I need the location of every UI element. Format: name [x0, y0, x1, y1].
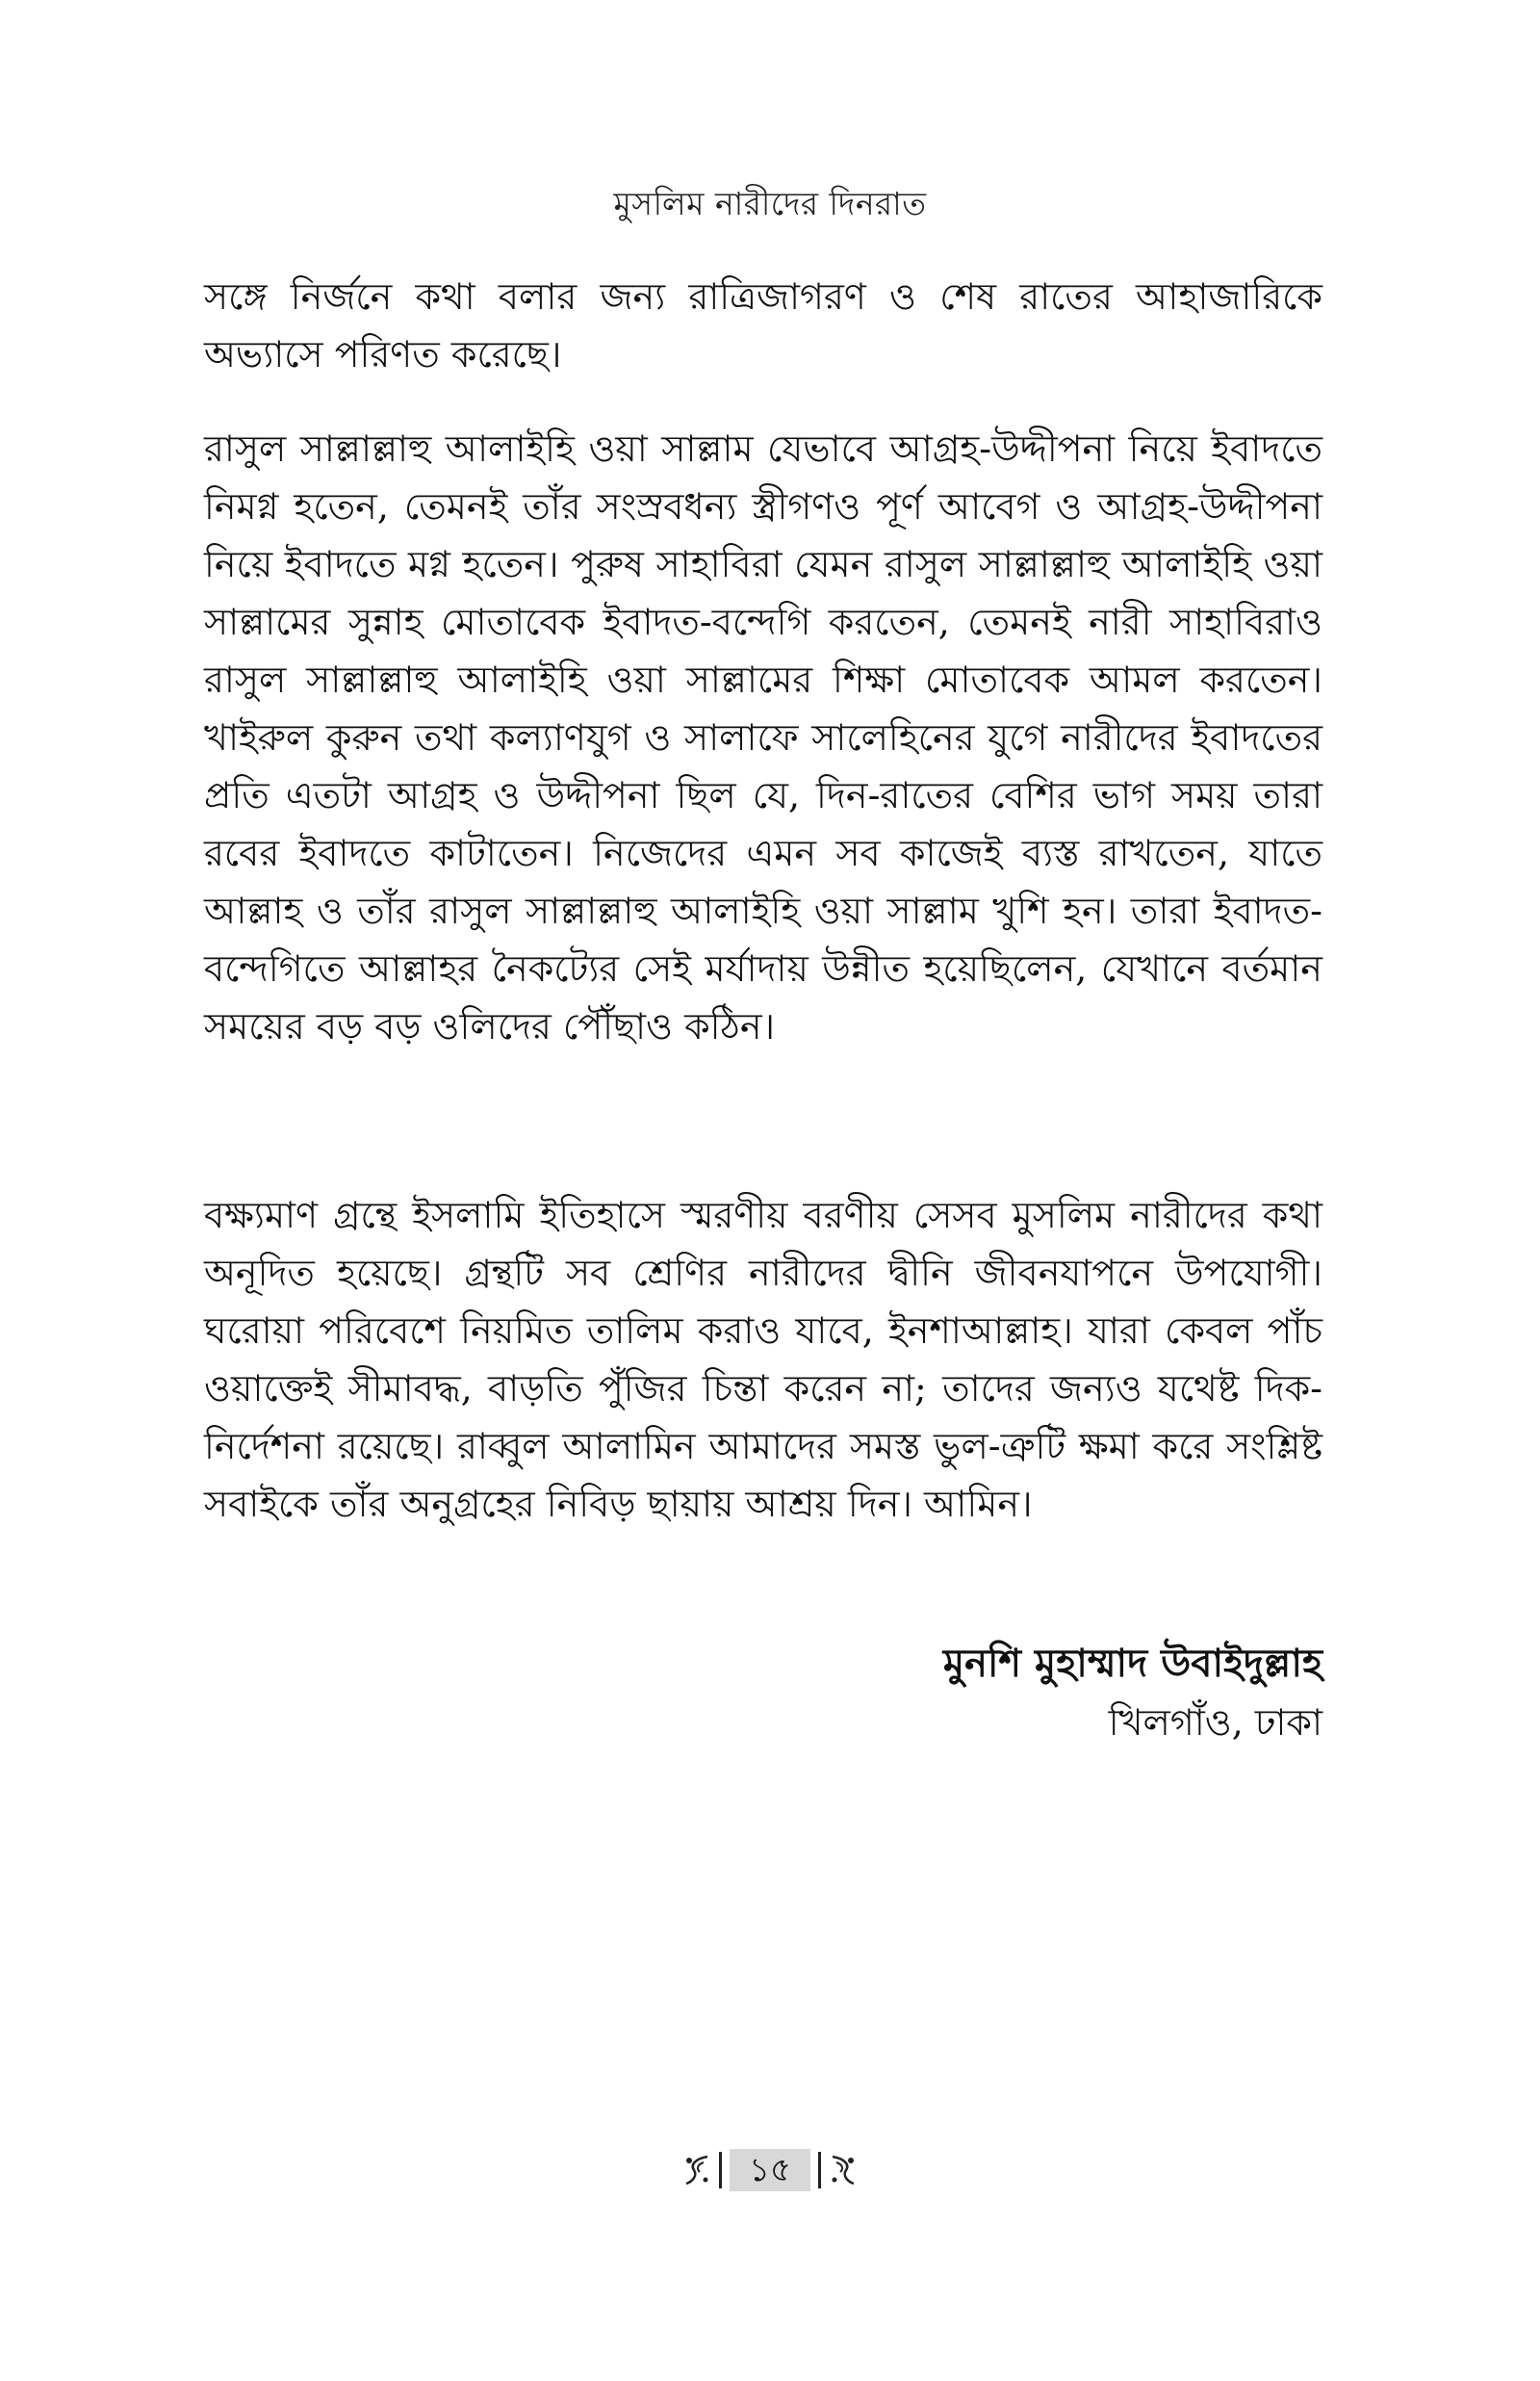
body-paragraph-3: বক্ষ্যমাণ গ্রন্থে ইসলামি ইতিহাসে স্মরণীয় বরণীয় সেসব মুসলিম নারীদের কথা অনূদিত হয়েছে। গ্রন্থটি সব শ্রেণির নারীদের দ্বীনি জীবনযাপনে উপযোগী। ঘরোয়া পরিবেশে নিয়মিত তালিম করাও যাবে, ইনশাআল্লাহ। যারা কেবল পাঁচ ওয়াক্তেই সীমাবদ্ধ, বাড়তি পুঁজির চিন্তা করেন না; তাদের জন্যও যথেষ্ট দিক-নির্দেশনা রয়েছে। রাব্বুল আলামিন আমাদের সমস্ত ভুল-ত্রুটি ক্ষমা করে সংশ্লিষ্ট সবাইকে তাঁর অনুগ্রহের নিবিড় ছায়ায় আশ্রয় দিন। আমিন। [204, 1194, 1322, 1525]
folio-divider-left [719, 2152, 722, 2188]
running-header: মুসলিম নারীদের দিনরাত [613, 185, 927, 222]
folio-divider-right [818, 2152, 821, 2188]
body-paragraph-2: রাসুল সাল্লাল্লাহু আলাইহি ওয়া সাল্লাম যেভাবে আগ্রহ-উদ্দীপনা নিয়ে ইবাদতে নিমগ্ন হতেন, তেমনই তাঁর সংস্রবধন্য স্ত্রীগণও পূর্ণ আবেগ ও আগ্রহ-উদ্দীপনা নিয়ে ইবাদতে মগ্ন হতেন। পুরুষ সাহাবিরা যেমন রাসুল সাল্লাল্লাহু আলাইহি ওয়া সাল্লামের সুন্নাহ মোতাবেক ইবাদত-বন্দেগি করতেন, তেমনই নারী সাহাবিরাও রাসুল সাল্লাল্লাহু আলাইহি ওয়া সাল্লামের শিক্ষা মোতাবেক আমল করতেন। খাইরুল কুরুন তথা কল্যাণযুগ ও সালাফে সালেহিনের যুগে নারীদের ইবাদতের প্রতি এতটা আগ্রহ ও উদ্দীপনা ছিল যে, দিন-রাতের বেশির ভাগ সময় তারা রবের ইবাদতে কাটাতেন। নিজেদের এমন সব কাজেই ব্যস্ত রাখতেন, যাতে আল্লাহ ও তাঁর রাসুল সাল্লাল্লাহু আলাইহি ওয়া সাল্লাম খুশি হন। তারা ইবাদত-বন্দেগিতে আল্লাহর নৈকট্যের সেই মর্যাদায় উন্নীত হয়েছিলেন, যেখানে বর্তমান সময়ের বড় বড় ওলিদের পৌঁছাও কঠিন। [204, 427, 1322, 1048]
page-folio [0, 2149, 1540, 2191]
flourish-ornament-icon [829, 2153, 858, 2187]
body-paragraph-1: সঙ্গে নির্জনে কথা বলার জন্য রাত্রিজাগরণ ও শেষ রাতের আহাজারিকে অভ্যাসে পরিণত করেছে। [204, 275, 1322, 375]
author-place: খিলগাঁও, ঢাকা [1108, 1701, 1322, 1744]
flourish-ornament-icon [682, 2153, 711, 2187]
author-name: মুনশি মুহাম্মাদ উবাইদুল্লাহ [942, 1641, 1322, 1686]
page-number: ১৫ [730, 2149, 810, 2191]
